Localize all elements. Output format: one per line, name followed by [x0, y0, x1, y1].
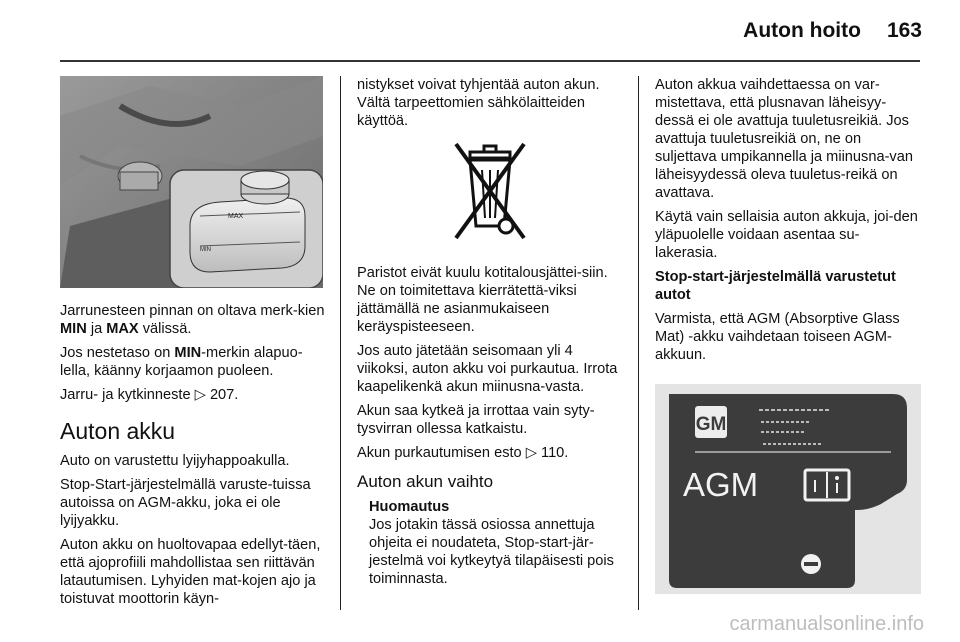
paragraph-brake-level: Jarrunesteen pinnan on oltava merk-kien MIN ja MAX välissä. [60, 303, 325, 337]
paragraph-brake-ref: Jarru- ja kytkinneste ▷ 207. [60, 387, 239, 403]
paragraph-agm: Stop-Start-järjestelmällä varuste-tuissa autoissa on AGM-akku, joka ei ole lyijyakku. [60, 477, 311, 529]
column-divider [340, 76, 341, 610]
column-divider [638, 76, 639, 610]
paragraph-recycling: Paristot eivät kuulu kotitalousjättei-siin. Ne on toimitettava kierrätettä-viksi jättämällä ne asianmukaiseen keräyspisteeseen. [357, 265, 608, 335]
reservoir-max-mark: MAX [228, 213, 244, 220]
watermark: carmanualsonline.info [729, 613, 924, 635]
page-number: 163 [886, 19, 922, 42]
column-2 [357, 76, 623, 588]
note-box [357, 498, 623, 588]
paragraph-fuse-box: Käytä vain sellaisia auton akkuja, joi-den yläpuolelle voidaan asentaa su-lakerasia. [655, 209, 918, 261]
paragraph-battery-type: Auto on varustettu lyijyhappoakulla. [60, 453, 290, 469]
gm-logo-text: GM [695, 414, 727, 435]
brake-fluid-reservoir-photo [60, 76, 323, 288]
page-ref-icon: ▷ [194, 387, 206, 403]
header-rule [60, 60, 920, 62]
subsection-heading-replacement: Auton akun vaihto [357, 472, 494, 491]
paragraph-discharge-ref: Akun purkautumisen esto ▷ 110. [357, 445, 569, 461]
column-1 [60, 76, 326, 614]
paragraph-continued: nistykset voivat tyhjentää auton akun. Vältä tarpeettomien sähkölaitteiden käyttöä. [357, 77, 600, 129]
stop-start-heading: Stop-start-järjestelmällä varustetut autot [655, 269, 896, 303]
note-title: Huomautus [369, 499, 450, 515]
crossed-bin-icon [448, 142, 532, 250]
agm-battery-label-image [655, 384, 921, 594]
page-ref-icon: ▷ [525, 445, 537, 461]
page-header [743, 14, 922, 48]
section-title: Auton hoito [743, 19, 861, 42]
agm-label-text: AGM [683, 466, 759, 503]
reservoir-min-mark: MIN [200, 247, 211, 253]
paragraph-storage: Jos auto jätetään seisomaan yli 4 viikoksi, auton akku voi purkautua. Irrota kaapelikenkä akun miinusna-vasta. [357, 343, 618, 395]
paragraph-ignition: Akun saa kytkeä ja irrottaa vain syty-tysvirran ollessa katkaistu. [357, 403, 595, 437]
paragraph-maintenance: Auton akku on huoltovapaa edellyt-täen, että ajoprofiili mahdollistaa sen riittävän latautumisen. Lyhyiden mat-kojen ajo ja toistuvat moottorin käyn- [60, 537, 321, 607]
section-heading-battery: Auton akku [60, 418, 176, 444]
paragraph-agm-replace: Varmista, että AGM (Absorptive Glass Mat) -akku vaihdetaan toiseen AGM-akkuun. [655, 311, 900, 363]
minus-terminal-icon [801, 554, 821, 574]
column-3 [655, 76, 921, 599]
paragraph-brake-low: Jos nestetaso on MIN-merkin alapuo-lella, käänny korjaamon puoleen. [60, 345, 303, 379]
paragraph-vent-holes: Auton akkua vaihdettaessa on var-mistettava, että plusnavan läheisyy-dessä ei ole avattuja tuuletusreikiä. Jos avattuja tuuletusreikiä on, ne on suljettava umpikannella ja miinusna-van läheisyydessä oleva tuuletus-reikä on avattava. [655, 77, 913, 201]
note-text: Jos jotakin tässä osiossa annettuja ohjeita ei noudateta, Stop-start-jär-jestelmä voi kytkeytyä tilapäisesti pois toiminnasta. [369, 517, 614, 587]
